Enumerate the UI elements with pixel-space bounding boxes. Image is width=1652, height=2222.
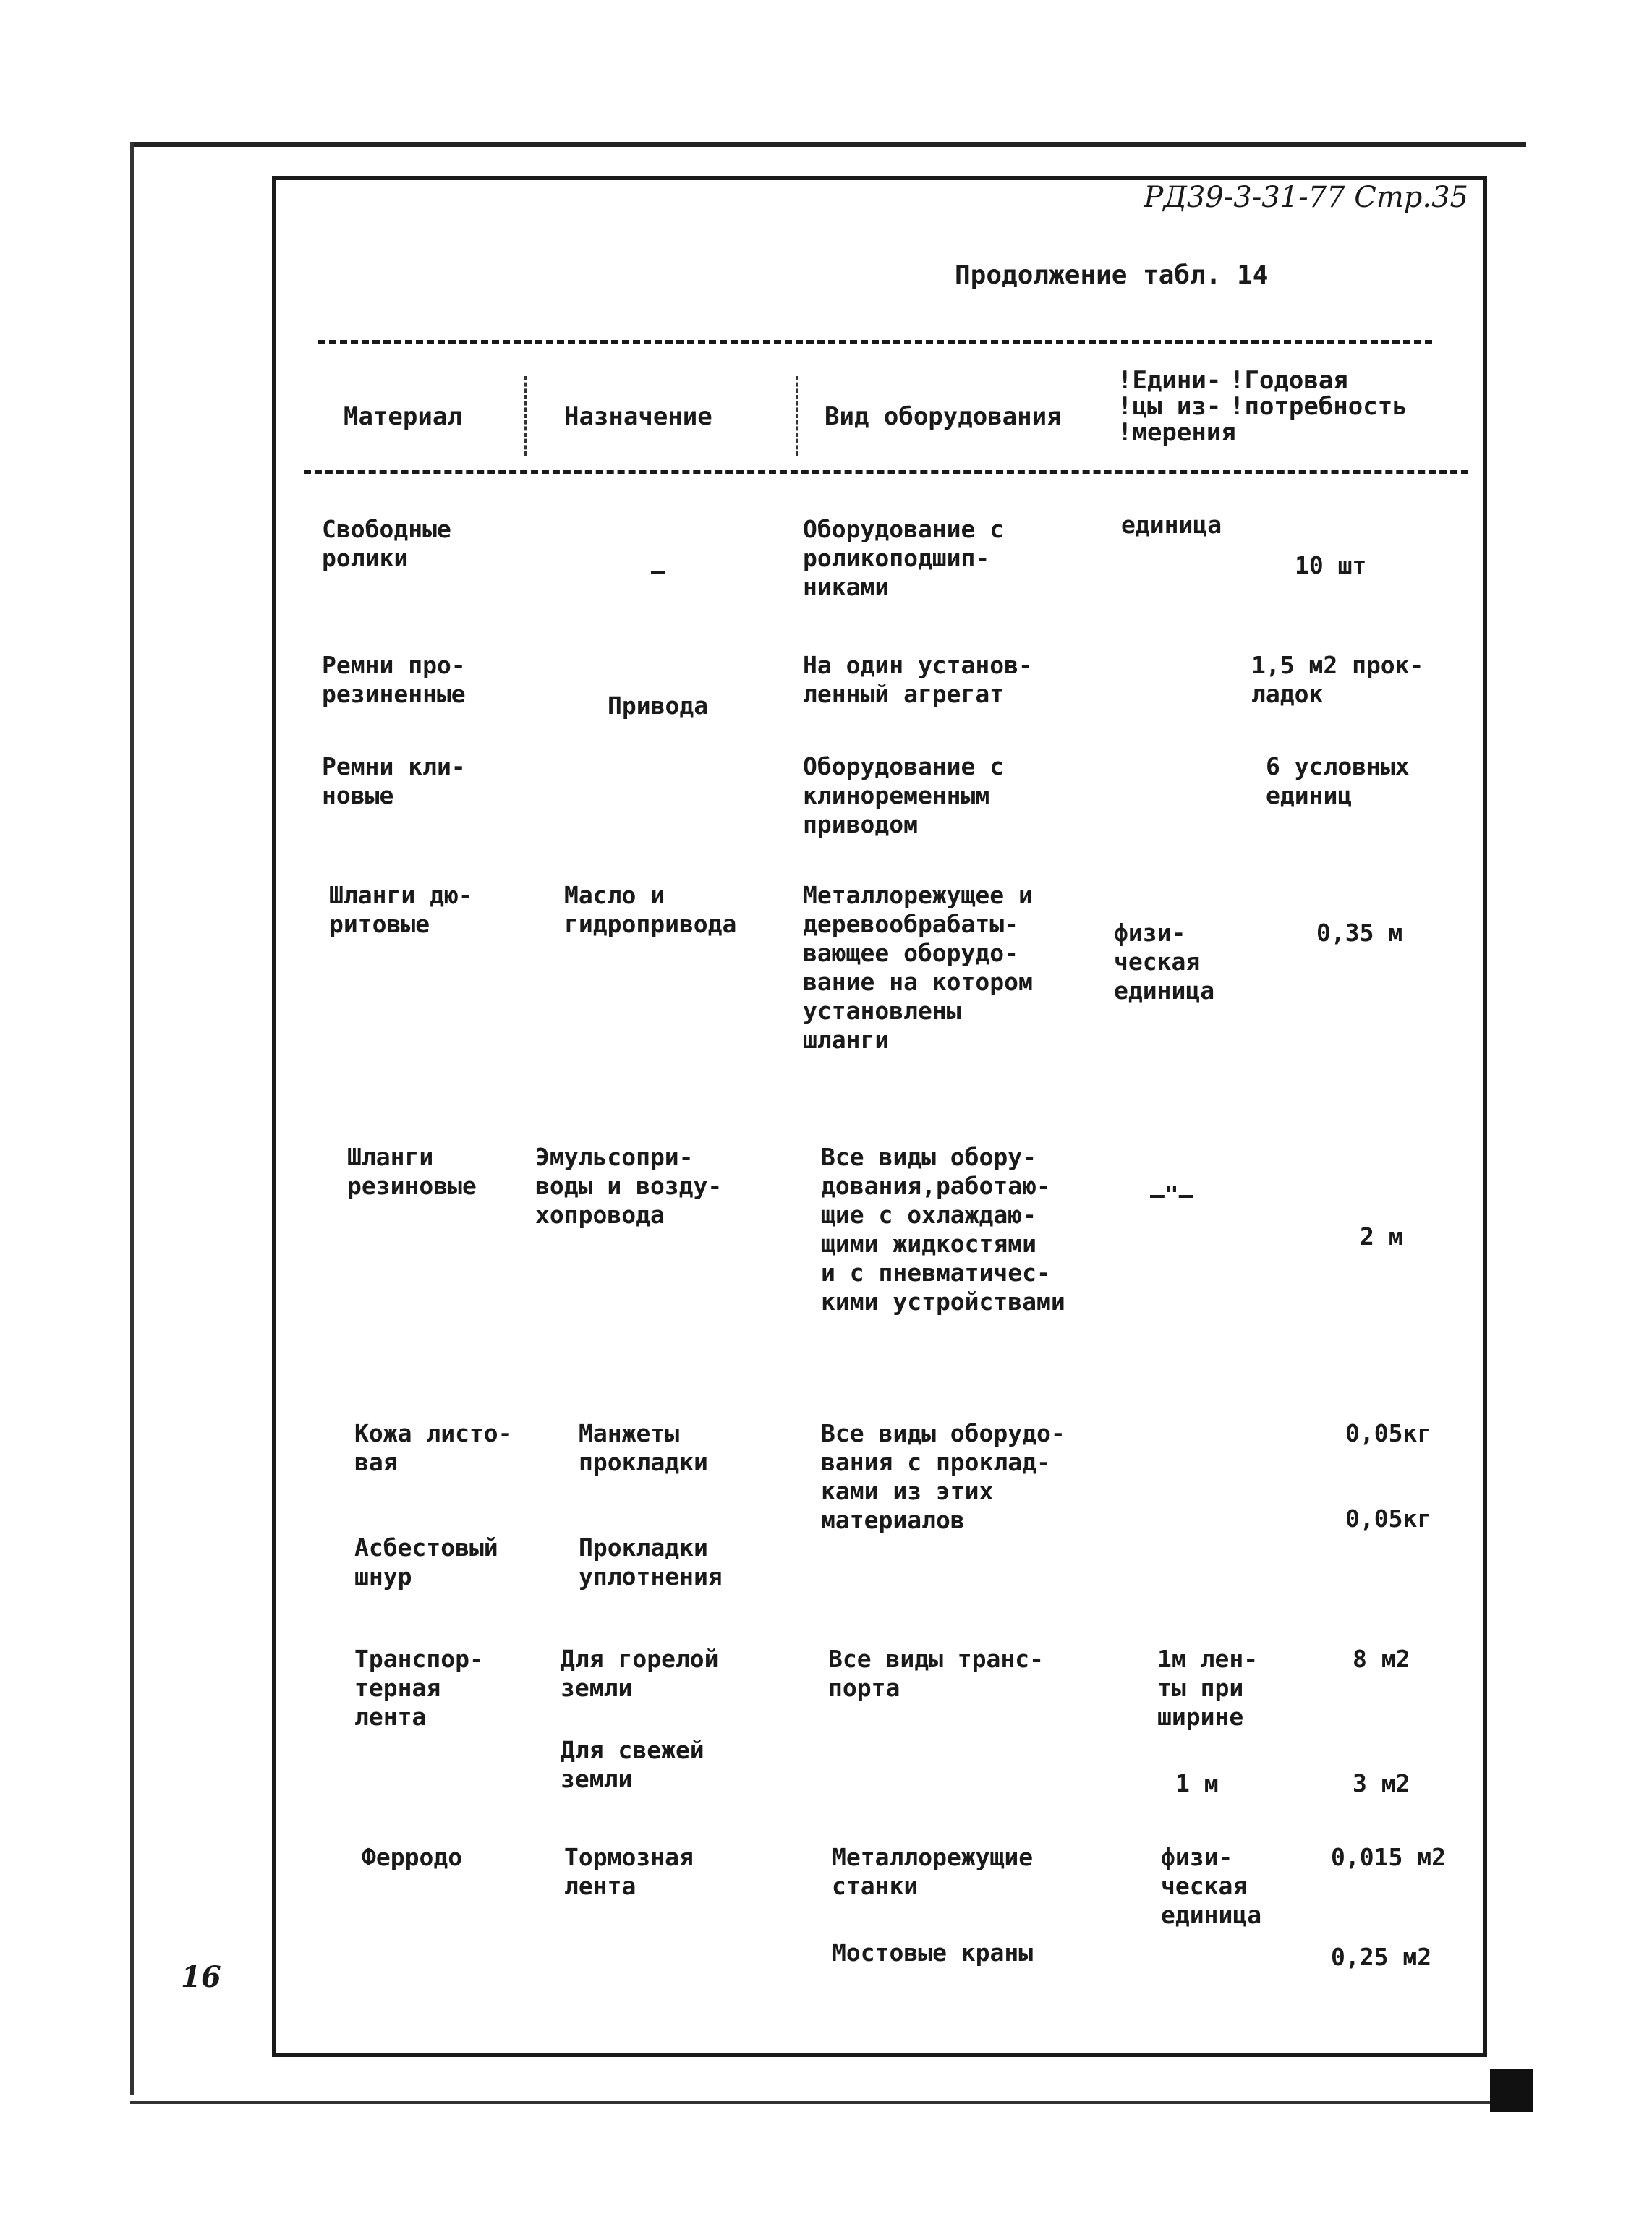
cell-need: 0,35 м	[1316, 919, 1403, 947]
cell-unit: физи- ческая единица	[1114, 919, 1215, 1005]
cell-material: Ремни кли- новые	[322, 752, 466, 809]
cell-material: Ферродо	[362, 1843, 463, 1871]
cell-need: 8 м2	[1353, 1645, 1410, 1673]
cell-material: Шланги резиновые	[347, 1143, 477, 1200]
page-number: 16	[181, 1960, 221, 1994]
header-bottom-rule	[304, 470, 1468, 474]
document-code: РД39-3-31-77 Стр.35	[1144, 181, 1468, 214]
header-material: Материал	[344, 402, 462, 431]
header-equipment: Вид оборудования	[825, 402, 1062, 431]
cell-material: Транспор- терная лента	[354, 1645, 484, 1731]
cell-equipment: Металлорежущее и деревообрабаты- вающее оборудо- вание на котором установлены шланги	[803, 881, 1033, 1054]
corner-mark	[1490, 2069, 1533, 2112]
header-need: !Годовая !потребность	[1230, 366, 1408, 421]
cell-unit: 1м лен- ты при ширине	[1157, 1645, 1259, 1731]
cell-purpose: Для горелой земли	[561, 1645, 719, 1702]
cell-equipment: Металлорежущие станки	[832, 1843, 1034, 1900]
cell-need: 2 м	[1360, 1222, 1403, 1251]
cell-material: Свободные ролики	[322, 515, 451, 572]
cell-need: 0,05кг	[1345, 1504, 1432, 1533]
header-separator	[524, 376, 527, 456]
cell-need: 0,015 м2	[1331, 1843, 1446, 1871]
header-purpose: Назначение	[564, 402, 712, 431]
cell-need: 1,5 м2 прок- ладок	[1251, 651, 1424, 708]
cell-need: 10 шт	[1295, 551, 1367, 579]
cell-equipment: Все виды оборудо- вания с проклад- ками из этих материалов	[821, 1419, 1065, 1534]
cell-unit: 1 м	[1175, 1769, 1219, 1797]
cell-unit: –"–	[1150, 1180, 1193, 1209]
cell-need: 0,25 м2	[1331, 1943, 1432, 1971]
cell-equipment: На один установ- ленный агрегат	[803, 651, 1033, 708]
cell-equipment: Оборудование с роликоподшип- никами	[803, 515, 1005, 601]
cell-material: Ремни про- резиненные	[322, 651, 466, 708]
cell-purpose: Для свежей земли	[561, 1736, 704, 1793]
page-frame	[272, 176, 1487, 2057]
cell-material: Асбестовый шнур	[354, 1533, 498, 1591]
cell-need: 3 м2	[1353, 1769, 1410, 1797]
outer-frame-top-line	[130, 142, 1526, 147]
cell-equipment: Все виды обору- дования,работаю- щие с охлаждаю- щими жидкостями и с пневматичес- кими устройствами	[821, 1143, 1065, 1316]
cell-purpose: Тормозная лента	[564, 1843, 694, 1900]
cell-purpose: –	[651, 557, 665, 585]
cell-equipment: Все виды транс- порта	[828, 1645, 1044, 1702]
cell-purpose: Привода	[608, 691, 709, 720]
header-separator	[796, 376, 798, 456]
cell-purpose: Эмульсопри- воды и возду- хопровода	[535, 1143, 723, 1229]
cell-equipment: Оборудование с клиноременным приводом	[803, 752, 1005, 838]
table-caption: Продолжение табл. 14	[955, 260, 1269, 290]
cell-purpose: Прокладки уплотнения	[579, 1533, 723, 1591]
cell-purpose: Масло и гидропривода	[564, 881, 737, 938]
header-top-rule	[318, 340, 1432, 344]
cell-material: Кожа листо- вая	[354, 1419, 513, 1476]
cell-material: Шланги дю- ритовые	[329, 881, 473, 938]
cell-need: 0,05кг	[1345, 1419, 1432, 1447]
cell-unit: единица	[1121, 511, 1222, 539]
header-unit: !Едини- !цы из- !мерения	[1117, 366, 1236, 447]
cell-unit: физи- ческая единица	[1161, 1843, 1262, 1929]
cell-need: 6 условных единиц	[1266, 752, 1410, 809]
cell-purpose: Манжеты прокладки	[579, 1419, 708, 1476]
outer-frame-left-line	[130, 142, 134, 2095]
cell-equipment: Мостовые краны	[832, 1938, 1034, 1967]
outer-frame-bottom-line	[130, 2101, 1526, 2104]
